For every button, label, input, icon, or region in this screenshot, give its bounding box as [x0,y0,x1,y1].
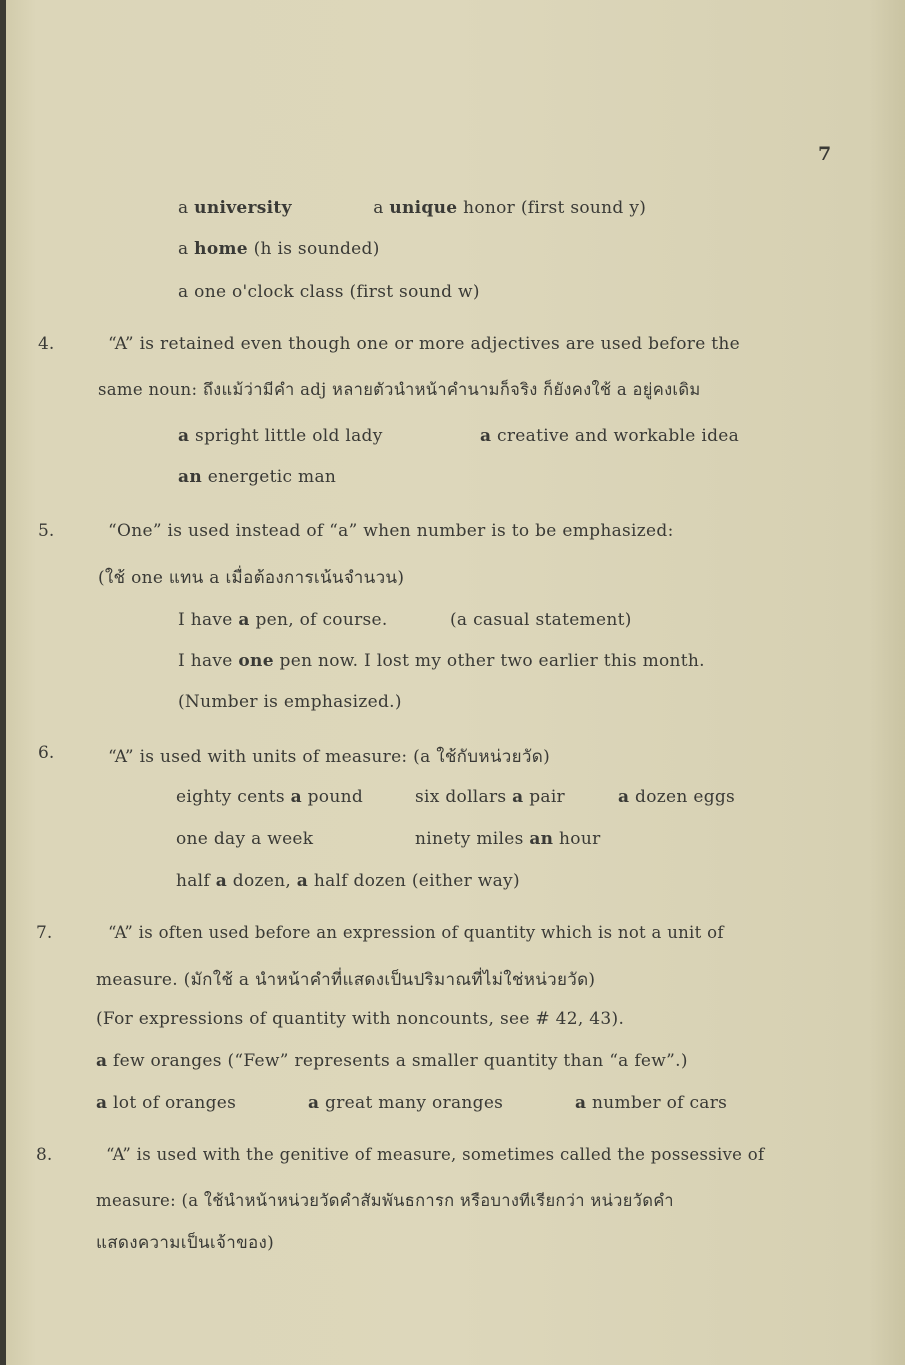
page-number: 7 [818,143,832,165]
section-number: 8. [36,1145,53,1165]
section-7-example-1 [96,1051,688,1071]
article: a [290,787,302,807]
section-6-example-3 [176,871,520,891]
example-text: pound [307,787,364,807]
section-7-example-2c [575,1093,727,1113]
article: one [238,651,274,671]
section-5-note-2: (Number is emphasized.) [178,692,402,712]
example-text: I have [178,610,233,630]
note: (h is sounded) [253,239,380,259]
section-8-text: “A” is used with the genitive of measure, sometimes called the possessive of [106,1145,765,1164]
article: a [96,1093,108,1113]
example-text: pair [529,787,565,807]
example-phrase: energetic man [207,467,337,487]
article: a [373,198,384,218]
example-word: honor [463,198,516,218]
example-text: dozen eggs [635,787,736,807]
section-8-thai-2: แสดงความเป็นเจ้าของ) [96,1233,275,1253]
example-text: ninety miles [415,829,524,849]
section-4-example-1 [178,426,383,446]
article: a [178,282,189,302]
section-4-example-2 [480,426,739,446]
section-4-example-3 [178,467,336,487]
example-text: hour [559,829,601,849]
article: a [575,1093,587,1113]
article: a [238,610,250,630]
example-word: one o'clock class [194,282,344,302]
example-text: number of cars [592,1093,728,1113]
section-4-text: “A” is retained even though one or more adjectives are used before the [108,334,741,354]
section-4-thai: same noun: ถึงแม้ว่ามีคำ adj หลายตัวนำหน้าคำนามก็จริง ก็ยังคงใช้ a อยู่คงเดิม [98,380,701,399]
article: a [178,198,189,218]
section-number: 4. [38,334,55,354]
section-7-example-2a [96,1093,236,1113]
note: (first sound y) [520,198,647,218]
section-6-example-1b [415,787,565,807]
section-number: 5. [38,521,55,541]
section-7-thai: measure. (มักใช้ a นำหน้าคำที่แสดงเป็นปริมาณที่ไม่ใช่หน่วยวัด) [96,970,596,990]
section-7-text: “A” is often used before an expression of quantity which is not a unit of [108,923,724,942]
example-text: half dozen (either way) [313,871,520,891]
example-word: home [194,239,248,259]
section-5-thai: (ใช้ one แทน a เมื่อต้องการเน้นจำนวน) [98,568,405,588]
section-8-thai-1: measure: (a ใช้นำหน้าหน่วยวัดคำสัมพันธการก หรือบางทีเรียกว่า หน่วยวัดคำ [96,1191,674,1210]
section-6-text: “A” is used with units of measure: (a ใช้กับหน่วยวัด) [108,747,551,767]
section-5-example-2 [178,651,705,671]
intro-line-3 [178,282,480,302]
article: a [296,871,309,891]
article: a [480,426,492,446]
example-text: pen, of course. [255,610,388,630]
section-number: 6. [38,743,55,763]
intro-line-2 [178,239,380,259]
section-6-example-2b [415,829,601,849]
article: a [512,787,524,807]
section-6-example-1c [618,787,735,807]
section-5-example-1 [178,610,388,630]
section-5-note-1: (a casual statement) [450,610,632,630]
article: an [178,467,202,487]
section-number: 7. [36,923,53,943]
section-6-example-2a: one day a week [176,829,314,849]
example-phrase: spright little old lady [195,426,383,446]
example-text: lot of oranges [113,1093,237,1113]
example-text: pen now. I lost my other two earlier this month. [279,651,705,671]
example-text: I have [178,651,233,671]
article: a [178,426,190,446]
example-text: half [176,871,211,891]
article: an [529,829,554,849]
section-7-reference: (For expressions of quantity with noncounts, see # 42, 43). [96,1009,625,1029]
note: (first sound w) [349,282,480,302]
example-text: six dollars [415,787,507,807]
example-word: unique [389,198,458,218]
section-6-example-1a [176,787,363,807]
example-text: eighty cents [176,787,285,807]
section-7-example-2b [308,1093,503,1113]
example-text: dozen, [232,871,292,891]
article: a [96,1051,108,1071]
article: a [618,787,630,807]
section-5-text: “One” is used instead of “a” when number is to be emphasized: [108,521,674,541]
example-word: university [194,198,292,218]
example-text: few oranges (“Few” represents a smaller quantity than “a few”.) [113,1051,688,1071]
intro-line-1 [178,198,646,218]
article: a [178,239,189,259]
example-text: great many oranges [325,1093,504,1113]
article: a [308,1093,320,1113]
article: a [215,871,228,891]
example-phrase: creative and workable idea [497,426,740,446]
